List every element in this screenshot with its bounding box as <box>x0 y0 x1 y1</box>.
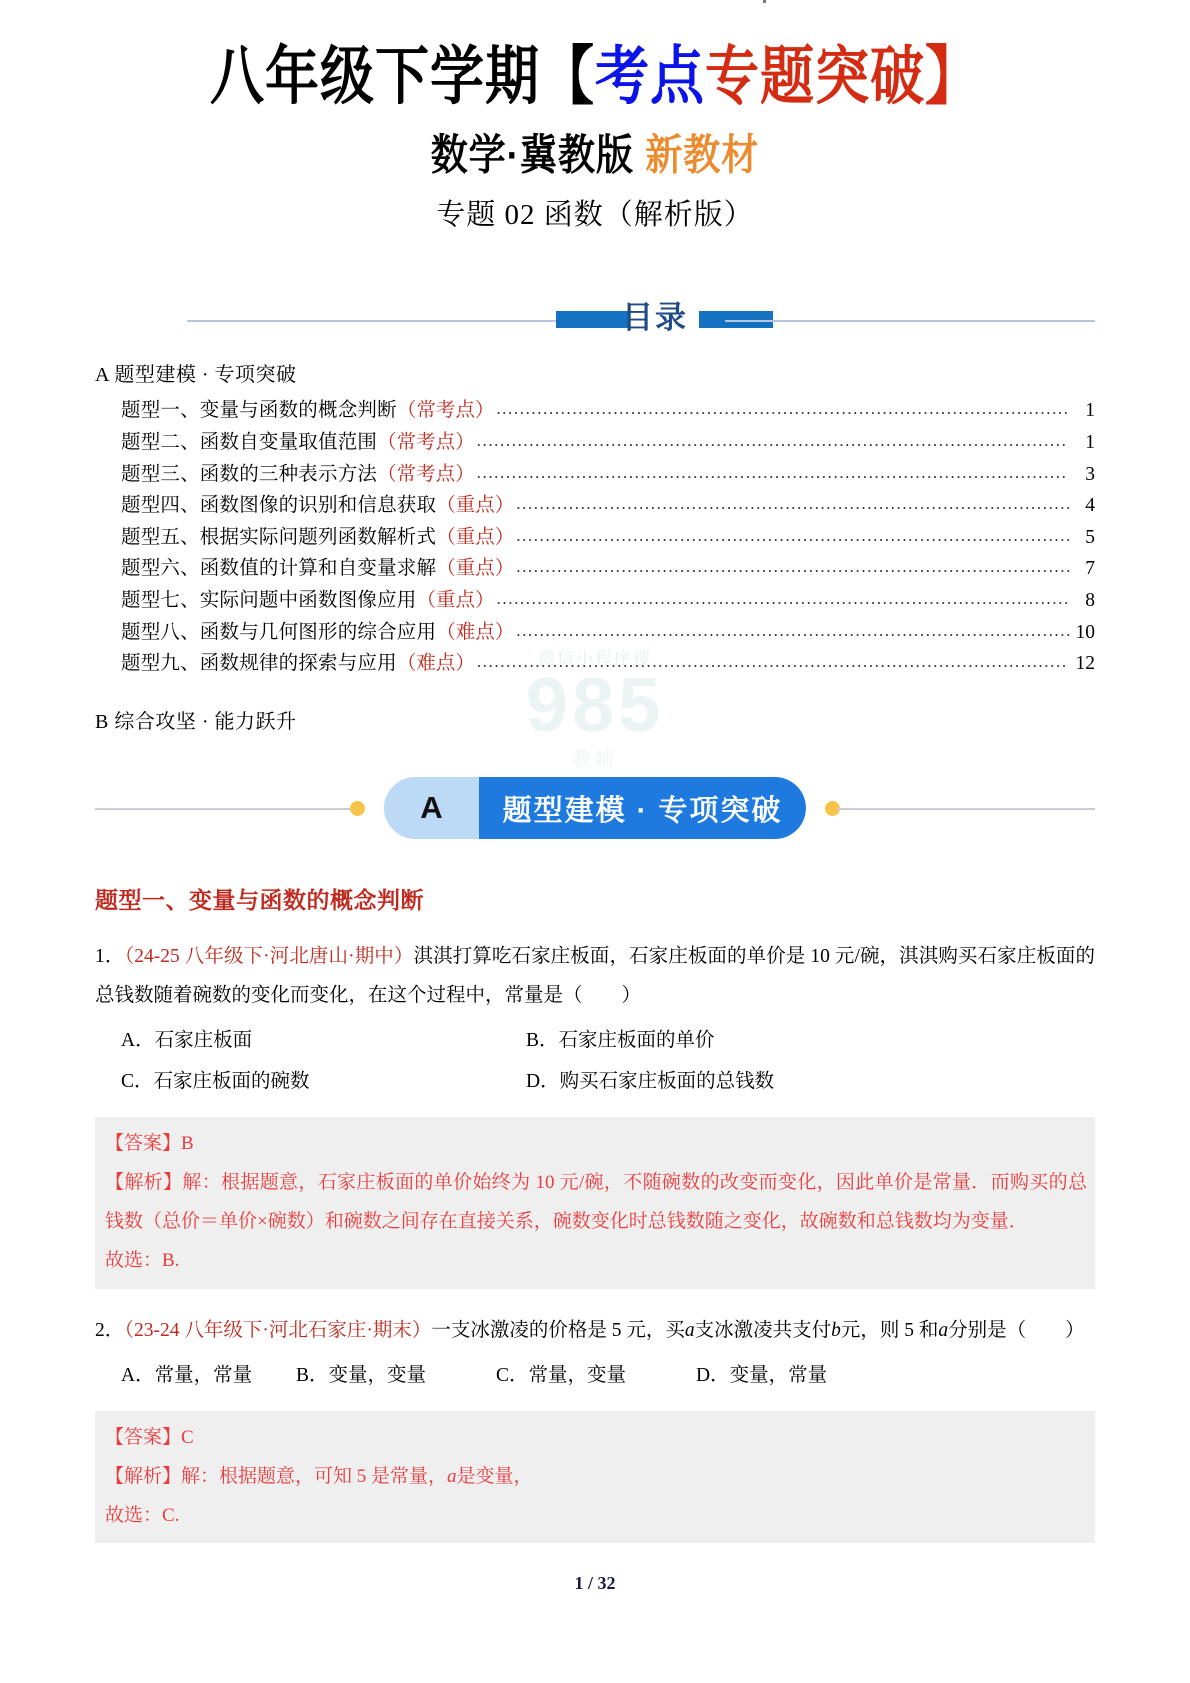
question-2-number: 2． <box>95 1319 125 1341</box>
title-part-red: 专题突破 <box>705 41 925 112</box>
toc-entry[interactable] <box>95 459 1095 491</box>
question-2-stem-pre: 一支冰激凌的价格是 5 元，买 <box>431 1319 685 1341</box>
toc-leader-dots <box>516 622 1070 639</box>
subtitle-subject: 数学·冀教版 <box>430 131 635 179</box>
title-bracket-close: 】 <box>925 41 980 112</box>
toc-entry-page: 8 <box>1085 589 1095 611</box>
question-1-stem: 淇淇打算吃石家庄板面，石家庄板面的单价是 10 元/碗，淇淇购买石家庄板面的总钱数随着碗数的变化而变化，在这个过程中，常量是（ ） <box>95 946 1096 1007</box>
toc-entry-title: 题型一、变量与函数的概念判断 <box>121 400 397 422</box>
toc-leader-dots <box>516 558 1070 575</box>
watermark-top-text: 微信小程序搜 <box>538 649 652 668</box>
question-1 <box>95 937 1095 1015</box>
question-type-heading: 题型一、变量与函数的概念判断 <box>95 887 424 914</box>
title-part-blue: 考点 <box>595 41 705 112</box>
toc-entry-page: 1 <box>1085 432 1095 454</box>
answer-line <box>105 1419 1087 1458</box>
stray-mark <box>763 0 766 3</box>
toc-leader-dots <box>516 495 1070 512</box>
toc-entry[interactable] <box>95 585 1095 617</box>
toc-entry-title: 题型七、实际问题中函数图像应用 <box>121 589 417 611</box>
page-footer: 1 / 32 <box>574 1573 616 1593</box>
title-bracket-open: 【 <box>540 41 595 112</box>
toc-leader-dots <box>477 653 1069 670</box>
cover-topic-line: 专题 02 函数（解析版） <box>436 199 754 232</box>
option-a[interactable]: A．常量，常量 <box>121 1364 253 1386</box>
toc-entry-tag: （难点） <box>436 621 515 643</box>
question-1-options <box>95 1021 1095 1103</box>
question-1-answer-block <box>95 1117 1095 1289</box>
toc-entry[interactable] <box>95 427 1095 459</box>
toc-entry-title: 题型二、函数自变量取值范围 <box>121 432 378 454</box>
toc-section-a-label: A 题型建模 · 专项突破 <box>95 364 297 387</box>
option-d[interactable]: D．购买石家庄板面的总钱数 <box>526 1071 775 1093</box>
question-2-source: （23-24 八年级下·河北石家庄·期末） <box>124 1319 432 1341</box>
analysis-label: 【解析】 <box>105 1171 183 1193</box>
option-b[interactable]: B．石家庄板面的单价 <box>526 1030 715 1052</box>
option-b[interactable]: B．变量，变量 <box>296 1364 427 1386</box>
cover-subtitle <box>95 120 1095 182</box>
banner-label: 题型建模 · 专项突破 <box>479 777 806 839</box>
question-1-source: （24-25 八年级下·河北唐山·期中） <box>124 946 414 968</box>
option-a[interactable]: A．石家庄板面 <box>121 1030 253 1052</box>
table-of-contents <box>95 359 1095 738</box>
question-2-stem-mid2: 元，则 5 和 <box>840 1319 939 1341</box>
answer-label: 【答案】 <box>105 1132 182 1154</box>
toc-entry-title: 题型四、函数图像的识别和信息获取 <box>121 495 437 517</box>
banner-line-right <box>837 808 1095 810</box>
toc-entry-tag: （常考点） <box>377 463 475 485</box>
toc-entry-page: 5 <box>1085 526 1095 548</box>
toc-section-b-label: B 综合攻坚 · 能力跃升 <box>95 710 297 733</box>
toc-entry-tag: （重点） <box>436 495 515 517</box>
question-2-var-b: b <box>831 1319 841 1341</box>
toc-entry-tag: （重点） <box>416 589 495 611</box>
question-2-answer-block <box>95 1411 1095 1544</box>
question-1-number: 1． <box>95 946 125 968</box>
toc-entry-tag: （常考点） <box>396 400 495 422</box>
toc-heading-label: 目录 <box>622 300 688 336</box>
toc-rule-right <box>725 320 1095 322</box>
watermark-logo-text: 985 <box>525 663 665 748</box>
toc-entry-tag: （重点） <box>436 558 515 580</box>
toc-entry-page: 12 <box>1075 653 1095 675</box>
toc-bar-left <box>556 311 630 328</box>
toc-leader-dots <box>477 464 1069 481</box>
section-a-banner <box>95 768 1095 848</box>
answer-label: 【答案】 <box>105 1426 182 1448</box>
toc-entry[interactable] <box>95 648 1095 680</box>
title-part-grade: 八年级下学期 <box>210 41 540 112</box>
answer-line <box>105 1125 1087 1164</box>
toc-leader-dots <box>496 400 1069 417</box>
watermark-sub-text: 教辅 <box>571 749 619 770</box>
toc-entry-tag: （常考点） <box>377 432 475 454</box>
answer-value: C <box>181 1426 194 1448</box>
toc-entry-page: 3 <box>1085 463 1095 485</box>
toc-entry[interactable] <box>95 395 1095 427</box>
question-2-var-a: a <box>684 1319 695 1341</box>
option-row <box>121 1062 1095 1103</box>
toc-entry-title: 题型三、函数的三种表示方法 <box>121 463 378 485</box>
toc-entry-title: 题型五、根据实际问题列函数解析式 <box>121 526 437 548</box>
toc-heading-bar <box>95 295 1095 337</box>
subtitle-new-edition: 新教材 <box>645 131 760 179</box>
banner-letter: A <box>420 790 443 826</box>
question-2-stem-post: 分别是（ ） <box>948 1319 1085 1341</box>
toc-entry-page: 10 <box>1075 621 1095 643</box>
option-d[interactable]: D．变量，常量 <box>696 1364 828 1386</box>
analysis-var-a: a <box>447 1465 457 1487</box>
toc-entry-page: 4 <box>1085 495 1095 517</box>
toc-entry-page: 1 <box>1085 400 1095 422</box>
toc-entry[interactable] <box>95 490 1095 522</box>
option-c[interactable]: C．常量，变量 <box>496 1364 627 1386</box>
option-c[interactable]: C．石家庄板面的碗数 <box>121 1071 310 1093</box>
toc-entry[interactable] <box>95 553 1095 585</box>
toc-entry-tag: （难点） <box>396 653 475 675</box>
toc-rule-left <box>187 320 557 322</box>
question-2-var-a2: a <box>938 1319 949 1341</box>
toc-leader-dots <box>516 527 1070 544</box>
analysis-line <box>105 1164 1087 1242</box>
page-title <box>95 40 1095 113</box>
banner-pill <box>384 777 806 839</box>
toc-entry[interactable] <box>95 617 1095 649</box>
toc-entry-title: 题型九、函数规律的探索与应用 <box>121 653 397 675</box>
answer-value: B <box>181 1132 194 1154</box>
analysis-text-pre: 解：根据题意，可知 5 是常量， <box>181 1465 448 1487</box>
question-2-stem-mid1: 支冰激凌共支付 <box>694 1319 832 1341</box>
question-2 <box>95 1311 1095 1350</box>
toc-entry-tag: （重点） <box>436 526 515 548</box>
toc-entry-page: 7 <box>1085 558 1095 580</box>
analysis-text: 解：根据题意，石家庄板面的单价始终为 10 元/碗，不随碗数的改变而变化，因此单价是常量．而购买的总钱数（总价＝单价×碗数）和碗数之间存在直接关系，碗数变化时总钱数随之变化，故碗数和总钱数均为变量． <box>105 1171 1087 1232</box>
conclusion-line: 故选：B. <box>105 1249 180 1271</box>
option-row <box>121 1021 1095 1062</box>
analysis-text-post: 是变量， <box>456 1465 533 1487</box>
toc-entry[interactable] <box>95 522 1095 554</box>
question-2-options <box>95 1356 1095 1397</box>
banner-dot-left-icon <box>350 801 365 816</box>
toc-leader-dots <box>497 590 1070 607</box>
toc-entry-title: 题型八、函数与几何图形的综合应用 <box>121 621 437 643</box>
cover-title-block <box>95 0 1095 233</box>
conclusion-line: 故选：C. <box>105 1504 180 1526</box>
analysis-label: 【解析】 <box>105 1465 182 1487</box>
analysis-line <box>105 1458 1087 1497</box>
toc-leader-dots <box>477 432 1069 449</box>
toc-entry-title: 题型六、函数值的计算和自变量求解 <box>121 558 437 580</box>
banner-line-left <box>95 808 353 810</box>
